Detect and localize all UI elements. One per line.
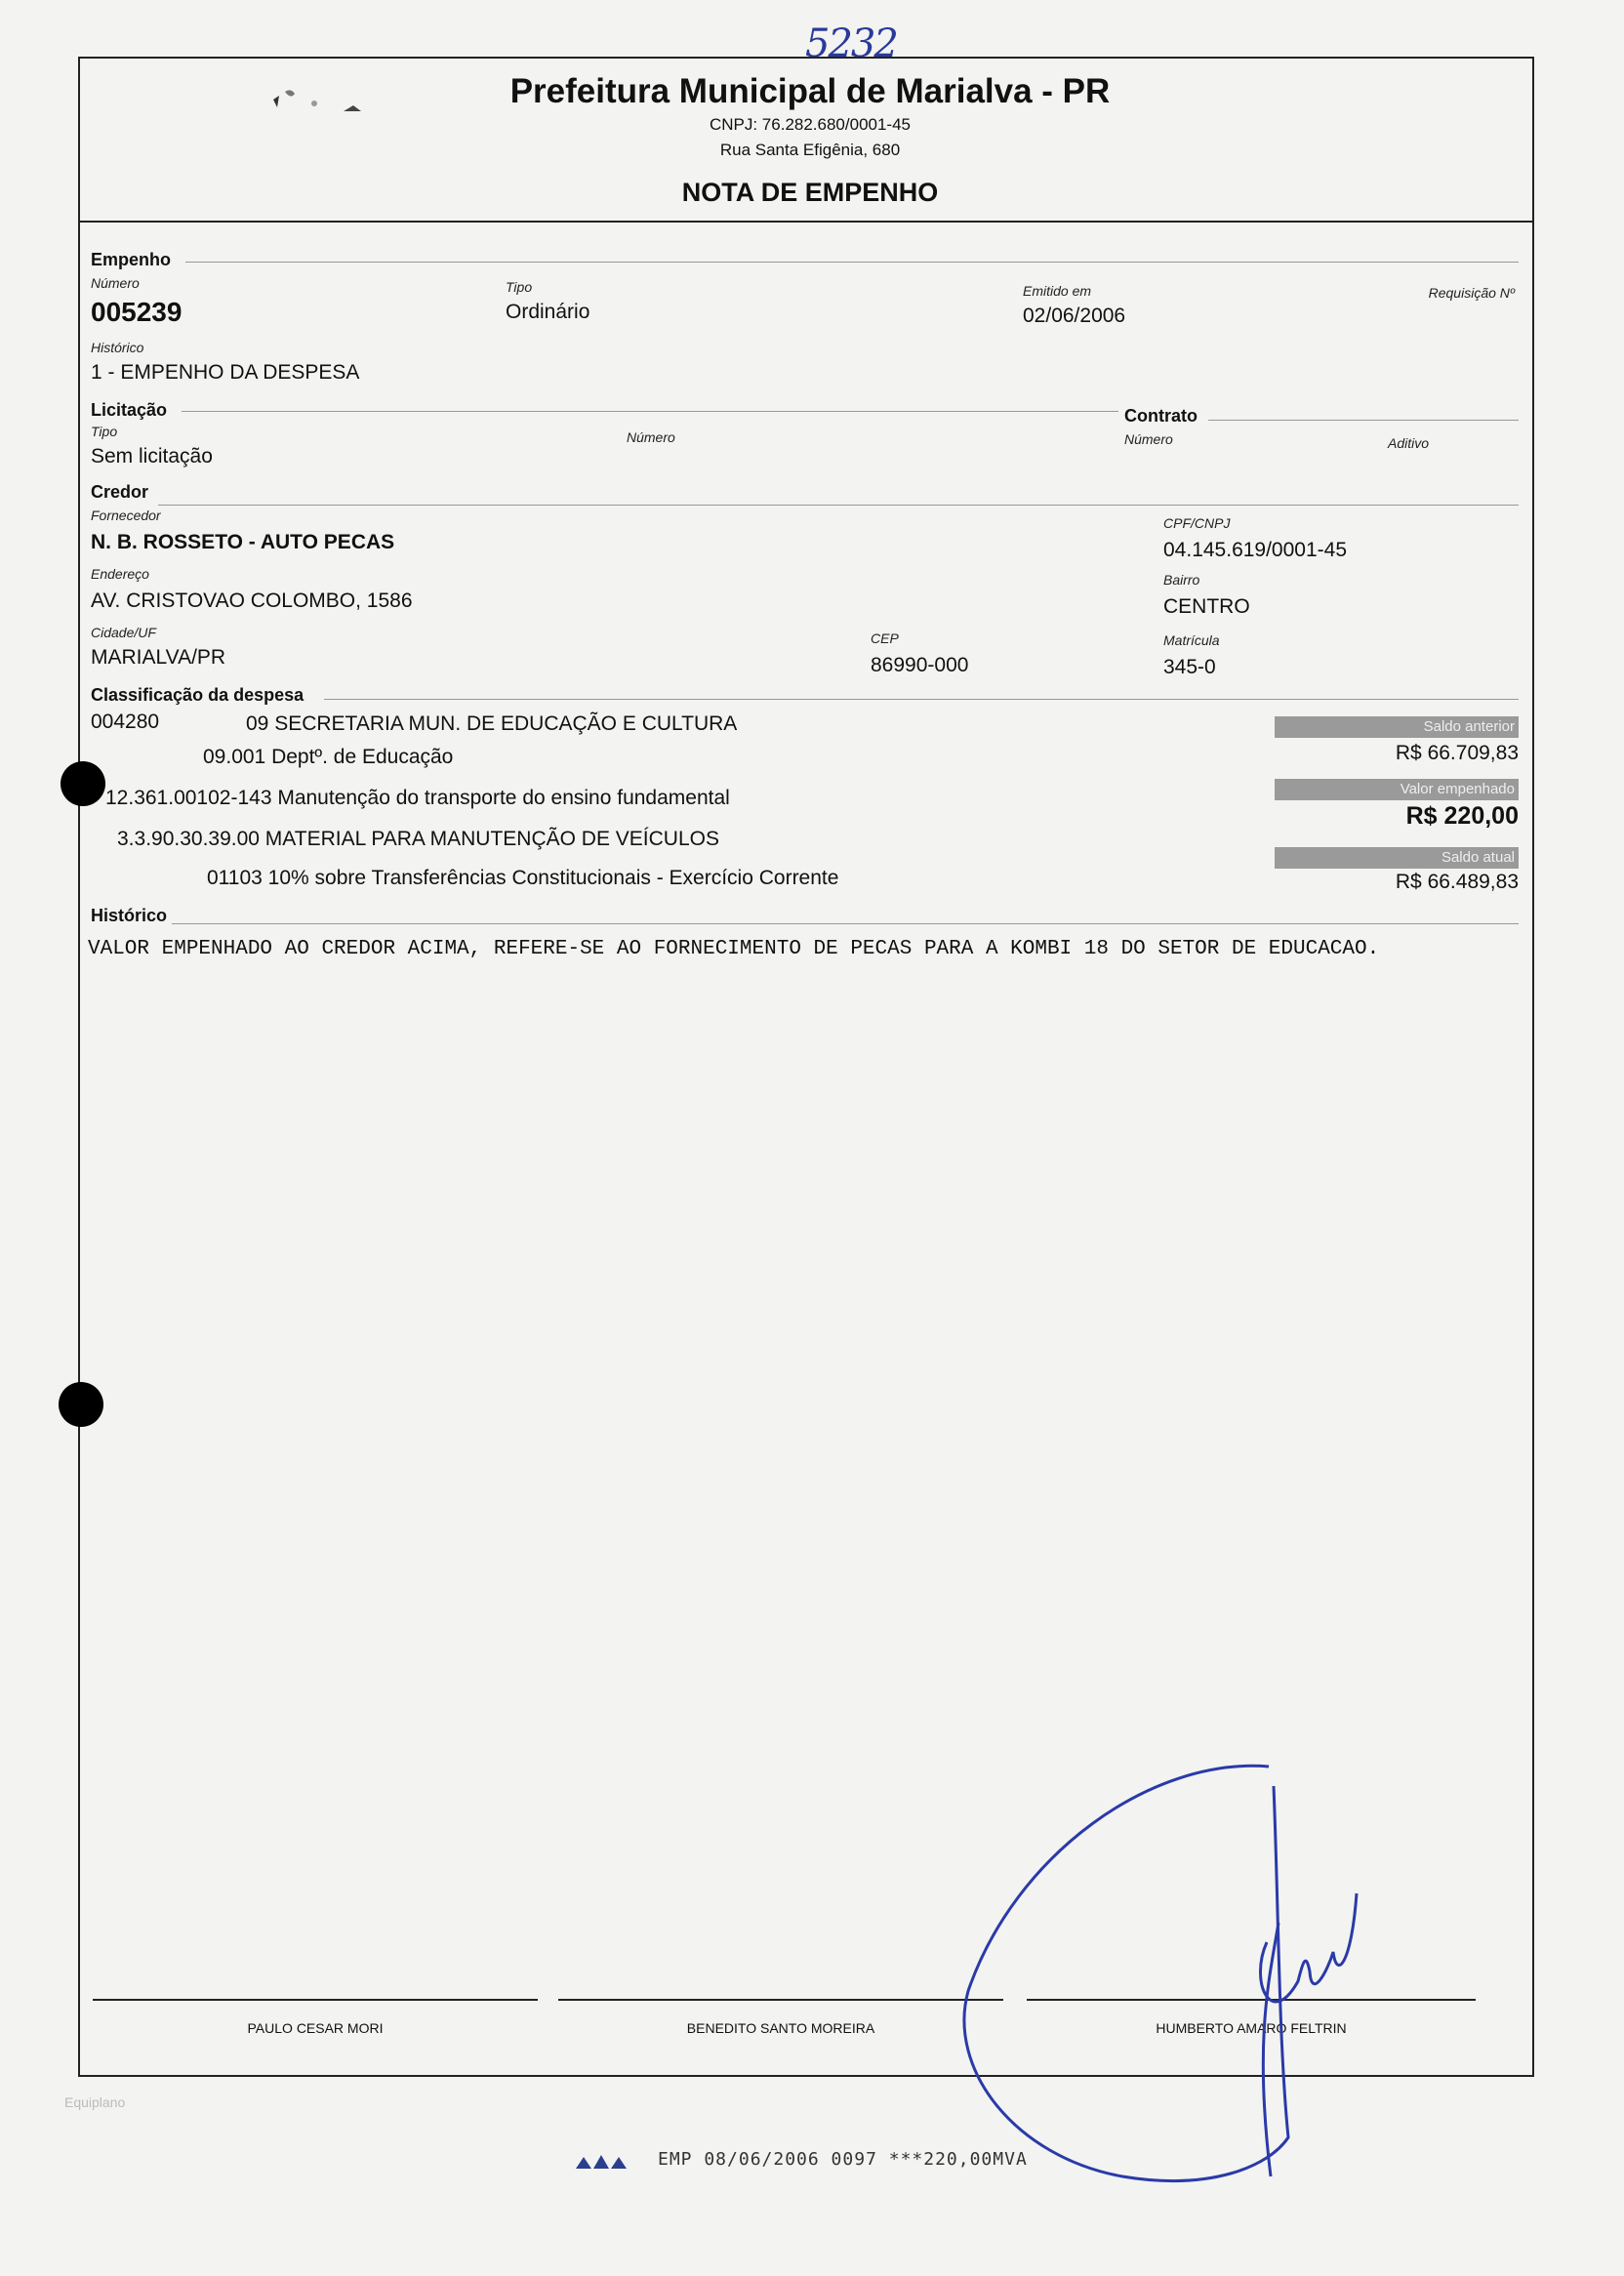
empenho-historico: 1 - EMPENHO DA DESPESA	[91, 361, 360, 384]
section-credor: Credor	[91, 482, 149, 502]
header-divider	[78, 221, 1534, 223]
signatory-name: PAULO CESAR MORI	[247, 2020, 384, 2036]
document-title: NOTA DE EMPENHO	[681, 178, 939, 207]
credor-matricula: 345-0	[1163, 656, 1216, 678]
section-contrato: Contrato	[1124, 406, 1198, 426]
saldo-anterior-value: R$ 66.709,83	[1395, 742, 1519, 764]
classificacao-codigo: 004280	[91, 711, 160, 733]
empenho-numero: 005239	[91, 297, 183, 327]
credor-cep: 86990-000	[871, 654, 969, 676]
signature-line	[558, 1999, 1003, 2001]
historico-texto: VALOR EMPENHADO AO CREDOR ACIMA, REFERE-SE AO FORNECIMENTO DE PECAS PARA A KOMBI 18 DO SETOR DE EDUCACAO.	[88, 938, 1380, 960]
fornecedor-label: Fornecedor	[91, 508, 161, 523]
licitacao-numero-label: Número	[627, 429, 675, 445]
saldo-atual-value: R$ 66.489,83	[1395, 871, 1519, 893]
stamp-logo-icon	[574, 2151, 632, 2173]
cep-label: CEP	[871, 630, 899, 646]
signatory-name: BENEDITO SANTO MOREIRA	[686, 2020, 875, 2036]
bairro-label: Bairro	[1163, 572, 1200, 588]
section-rule	[158, 505, 1519, 506]
emitido-label: Emitido em	[1023, 283, 1092, 299]
software-watermark: Equiplano	[64, 2094, 126, 2110]
punch-hole	[59, 1382, 103, 1427]
licitacao-tipo: Sem licitação	[91, 445, 213, 467]
municipal-logo-icon	[265, 78, 373, 127]
cpf-label: CPF/CNPJ	[1163, 515, 1231, 531]
numero-label: Número	[91, 275, 140, 291]
requisicao-label: Requisição Nº	[1428, 285, 1515, 301]
credor-bairro: CENTRO	[1163, 595, 1250, 618]
section-rule	[172, 923, 1519, 924]
cidade-label: Cidade/UF	[91, 625, 156, 640]
section-rule	[182, 411, 1118, 412]
tipo-label: Tipo	[506, 279, 533, 295]
protocol-stamp: EMP 08/06/2006 0097 ***220,00MVA	[658, 2149, 1028, 2170]
handwritten-page-number: 5232	[805, 21, 897, 66]
section-historico: Histórico	[91, 906, 168, 925]
licitacao-tipo-label: Tipo	[91, 424, 118, 439]
section-rule	[185, 262, 1519, 263]
valor-empenhado-value: R$ 220,00	[1405, 802, 1519, 830]
endereco-label: Endereço	[91, 566, 149, 582]
valor-empenhado-label: Valor empenhado	[1275, 779, 1519, 800]
credor-fornecedor: N. B. ROSSETO - AUTO PECAS	[91, 531, 395, 553]
punch-hole	[61, 761, 105, 806]
section-licitacao: Licitação	[91, 400, 168, 420]
saldo-anterior-label: Saldo anterior	[1275, 716, 1519, 738]
historico-label: Histórico	[91, 340, 144, 355]
credor-cidade: MARIALVA/PR	[91, 646, 226, 669]
classificacao-linha: 09 SECRETARIA MUN. DE EDUCAÇÃO E CULTURA	[246, 712, 738, 735]
handwritten-signature-icon	[956, 1747, 1425, 2196]
organization-cnpj: CNPJ: 76.282.680/0001-45	[709, 115, 912, 134]
contrato-aditivo-label: Aditivo	[1388, 435, 1430, 451]
section-empenho: Empenho	[91, 250, 172, 269]
classificacao-linha: 01103 10% sobre Transferências Constitucionais - Exercício Corrente	[207, 867, 839, 889]
signature-line	[93, 1999, 538, 2001]
organization-name: Prefeitura Municipal de Marialva - PR	[509, 72, 1111, 110]
empenho-emitido: 02/06/2006	[1023, 305, 1126, 327]
matricula-label: Matrícula	[1163, 632, 1220, 648]
classificacao-linha: 3.3.90.30.39.00 MATERIAL PARA MANUTENÇÃO DE VEÍCULOS	[117, 828, 719, 850]
section-rule	[324, 699, 1519, 700]
credor-endereco: AV. CRISTOVAO COLOMBO, 1586	[91, 589, 413, 612]
empenho-tipo: Ordinário	[506, 301, 590, 323]
classificacao-linha: 09.001 Deptº. de Educação	[203, 746, 454, 768]
section-classificacao: Classificação da despesa	[91, 685, 304, 705]
saldo-atual-label: Saldo atual	[1275, 847, 1519, 869]
organization-address: Rua Santa Efigênia, 680	[719, 141, 901, 159]
classificacao-linha: 12.361.00102-143 Manutenção do transporte do ensino fundamental	[105, 787, 730, 809]
credor-cpf: 04.145.619/0001-45	[1163, 539, 1348, 561]
signatory-name: HUMBERTO AMARO FELTRIN	[1156, 2020, 1347, 2036]
section-rule	[1208, 420, 1519, 421]
contrato-numero-label: Número	[1124, 431, 1173, 447]
